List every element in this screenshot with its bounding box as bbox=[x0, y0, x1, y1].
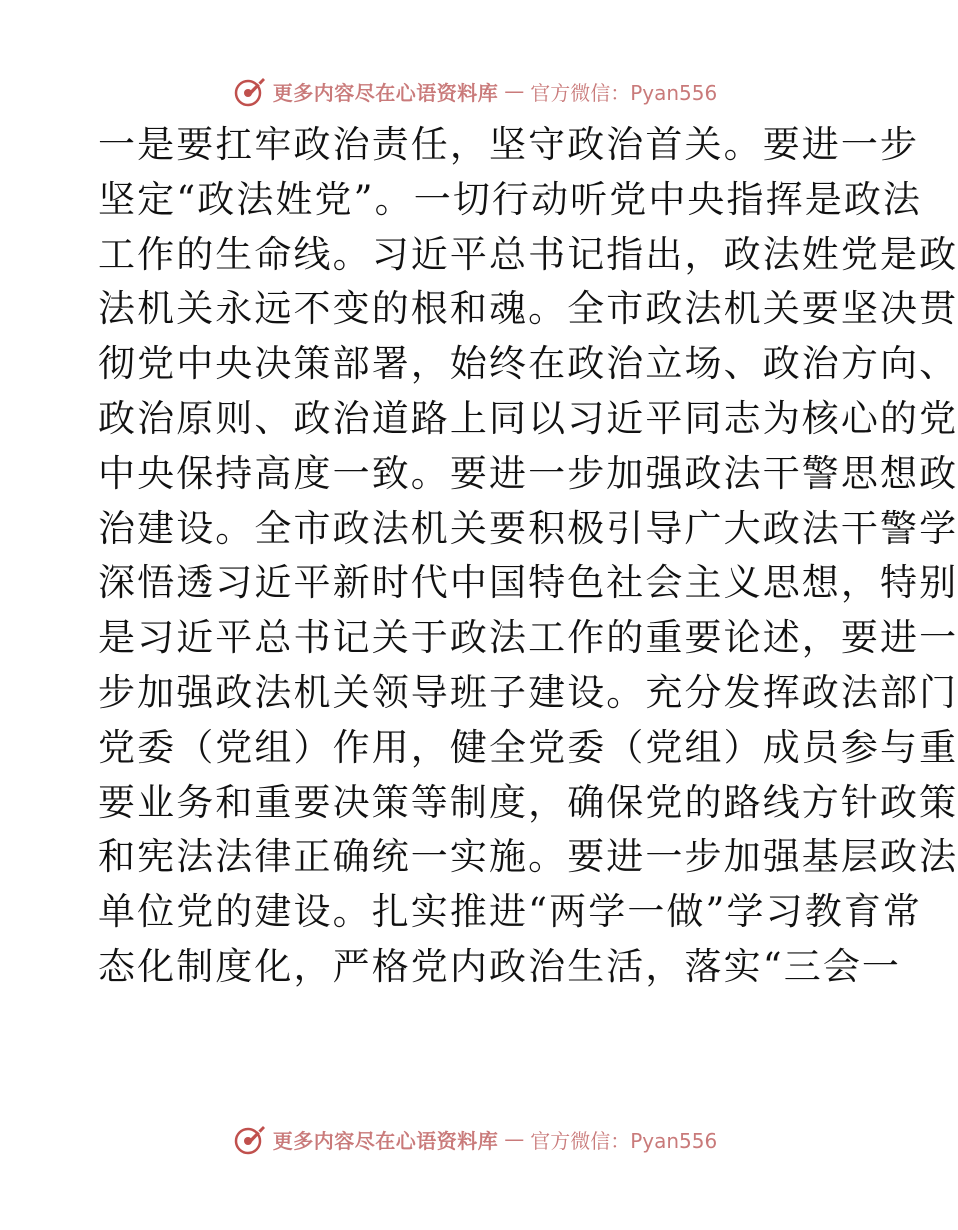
watermark-site-text: 更多内容尽在心语资料库 bbox=[272, 80, 499, 105]
watermark-contact-text: 官方微信：Pyan556 bbox=[530, 1128, 718, 1153]
text-line: 党委（党组）作用，健全党委（党组）成员参与重 bbox=[98, 725, 958, 769]
footer-watermark bbox=[0, 1119, 950, 1159]
text-line: 要业务和重要决策等制度，确保党的路线方针政策 bbox=[98, 780, 958, 824]
text-line: 政治原则、政治道路上同以习近平同志为核心的党 bbox=[98, 396, 958, 440]
text-line: 一是要扛牢政治责任，坚守政治首关。要进一步 bbox=[98, 123, 920, 166]
watermark-separator: — bbox=[504, 79, 525, 103]
text-line: 态化制度化，严格党内政治生活，落实“三会一 bbox=[98, 944, 902, 988]
watermark-separator: — bbox=[504, 1127, 525, 1151]
text-line: 法机关永远不变的根和魂。全市政法机关要坚决贯 bbox=[98, 287, 958, 331]
text-line: 治建设。全市政法机关要积极引导广大政法干警学 bbox=[98, 506, 958, 550]
watermark-contact-text: 官方微信：Pyan556 bbox=[530, 80, 718, 105]
text-line: 中央保持高度一致。要进一步加强政法干警思想政 bbox=[98, 451, 958, 495]
header-watermark bbox=[0, 71, 950, 111]
text-line: 坚定“政法姓党”。一切行动听党中央指挥是政法 bbox=[98, 177, 923, 221]
watermark-site-text: 更多内容尽在心语资料库 bbox=[272, 1128, 499, 1153]
document-body bbox=[98, 118, 958, 995]
quill-pen-logo-icon bbox=[233, 1122, 267, 1156]
text-line: 单位党的建设。扎实推进“两学一做”学习教育常 bbox=[98, 890, 923, 934]
text-line: 步加强政法机关领导班子建设。充分发挥政法部门 bbox=[98, 670, 958, 714]
text-line: 是习近平总书记关于政法工作的重要论述，要进一 bbox=[98, 616, 958, 660]
quill-pen-logo-icon bbox=[233, 74, 267, 108]
text-line: 彻党中央决策部署，始终在政治立场、政治方向、 bbox=[98, 342, 958, 386]
text-line: 深悟透习近平新时代中国特色社会主义思想，特别 bbox=[98, 561, 958, 605]
text-line: 和宪法法律正确统一实施。要进一步加强基层政法 bbox=[98, 835, 958, 879]
text-line: 工作的生命线。习近平总书记指出，政法姓党是政 bbox=[98, 232, 958, 276]
